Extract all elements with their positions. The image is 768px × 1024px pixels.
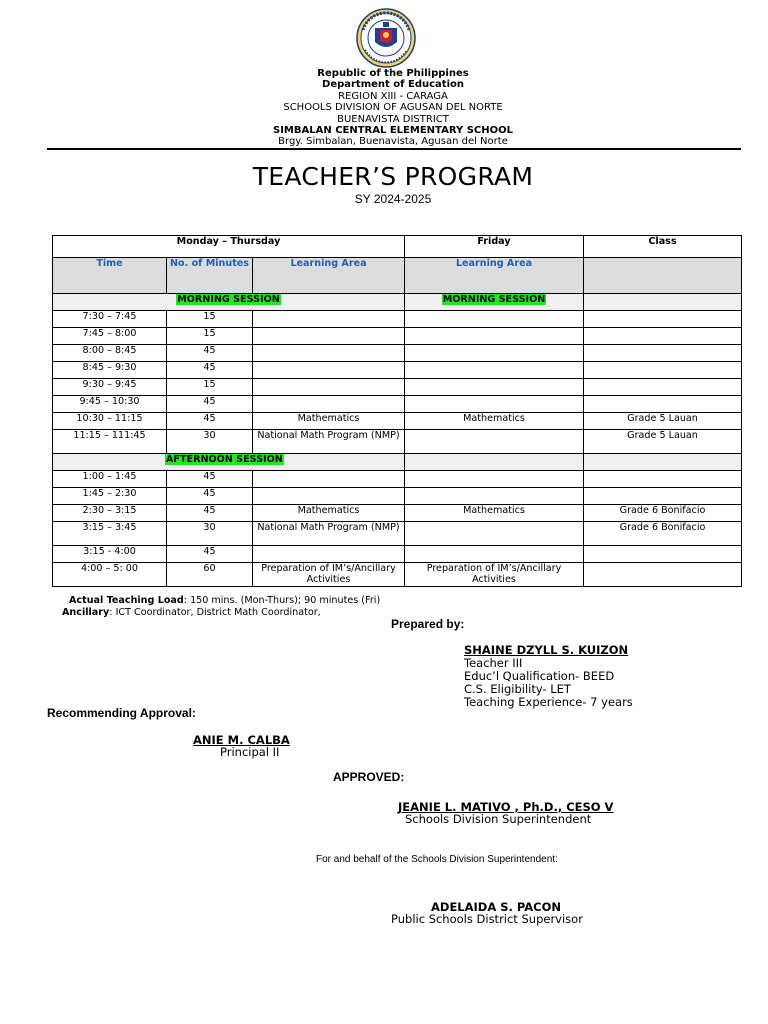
- header-line-division: SCHOOLS DIVISION OF AGUSAN DEL NORTE: [283, 102, 503, 114]
- cell-learning-area: [253, 471, 405, 488]
- school-year: SY 2024-2025: [354, 192, 432, 206]
- cell-class: [584, 362, 742, 379]
- cell-minutes: 45: [167, 505, 253, 522]
- table-column-header-row: [53, 258, 742, 294]
- cell-minutes: 45: [167, 546, 253, 563]
- teaching-load-value: : 150 mins. (Mon-Thurs); 90 minutes (Fri): [183, 595, 381, 606]
- header-class: Class: [584, 236, 742, 258]
- cell-learning-area: Preparation of IM’s/Ancillary Activities: [253, 563, 405, 587]
- cell-minutes: 30: [167, 430, 253, 454]
- header-line-department: Department of Education: [322, 79, 464, 91]
- table-row: [53, 488, 742, 505]
- table-group-header-row: [53, 236, 742, 258]
- cell-learning-area: [253, 311, 405, 328]
- header-line-school: SIMBALAN CENTRAL ELEMENTARY SCHOOL: [273, 125, 513, 137]
- header-line-district: BUENAVISTA DISTRICT: [337, 113, 449, 125]
- cell-friday-area: Mathematics: [405, 413, 584, 430]
- col-header-learning-area: Learning Area: [253, 258, 405, 294]
- cell-learning-area: Mathematics: [253, 413, 405, 430]
- cell-class: [584, 546, 742, 563]
- cell-friday-area: [405, 488, 584, 505]
- prepared-by-label: Prepared by:: [391, 617, 465, 631]
- cell-class: [584, 563, 742, 587]
- cell-learning-area: Mathematics: [253, 505, 405, 522]
- supervisor-name: ADELAIDA S. PACON: [431, 900, 562, 914]
- col-header-time: Time: [53, 258, 167, 294]
- cell-time: 7:45 – 8:00: [53, 328, 167, 345]
- cell-time: 7:30 – 7:45: [53, 311, 167, 328]
- cell-class: Grade 6 Bonifacio: [584, 505, 742, 522]
- ancillary-note: [62, 607, 321, 619]
- cell-class: Grade 5 Lauan: [584, 413, 742, 430]
- table-row: [53, 505, 742, 522]
- morning-session-row: [53, 294, 742, 311]
- cell-minutes: 45: [167, 362, 253, 379]
- cell-learning-area: [253, 362, 405, 379]
- cell-friday-area: [405, 328, 584, 345]
- table-row: [53, 328, 742, 345]
- cell-time: 1:00 – 1:45: [53, 471, 167, 488]
- cell-minutes: 60: [167, 563, 253, 587]
- recommender-position: Principal II: [220, 745, 280, 759]
- morning-session-label: MORNING SESSION: [177, 294, 280, 305]
- cell-friday-area: [405, 546, 584, 563]
- ancillary-label: Ancillary: [62, 607, 110, 618]
- afternoon-session-row: [53, 454, 742, 471]
- supervisor-position: Public Schools District Supervisor: [391, 912, 583, 926]
- cell-minutes: 45: [167, 345, 253, 362]
- approver-position: Schools Division Superintendent: [405, 812, 592, 826]
- cell-time: 9:45 – 10:30: [53, 396, 167, 413]
- table-row: [53, 563, 742, 587]
- cell-time: 4:00 – 5: 00: [53, 563, 167, 587]
- table-row: [53, 413, 742, 430]
- friday-morning-session-label: MORNING SESSION: [442, 294, 546, 305]
- cell-time: 8:00 – 8:45: [53, 345, 167, 362]
- teaching-load-note: [69, 595, 380, 607]
- preparer-eligibility: C.S. Eligibility- LET: [464, 682, 571, 696]
- table-row: [53, 546, 742, 563]
- cell-time: 1:45 – 2:30: [53, 488, 167, 505]
- cell-class: [584, 328, 742, 345]
- header-line-address: Brgy. Simbalan, Buenavista, Agusan del Norte: [278, 136, 508, 148]
- cell-learning-area: [253, 379, 405, 396]
- cell-minutes: 15: [167, 311, 253, 328]
- cell-time: 2:30 – 3:15: [53, 505, 167, 522]
- page-title: TEACHER’S PROGRAM: [252, 162, 534, 191]
- recommender-name: ANIE M. CALBA: [193, 733, 290, 747]
- cell-friday-area: [405, 396, 584, 413]
- afternoon-rows: [53, 471, 742, 587]
- friday-morning-session-label-cell: [405, 294, 584, 311]
- cell-friday-area: [405, 311, 584, 328]
- cell-minutes: 15: [167, 379, 253, 396]
- cell-time: 9:30 – 9:45: [53, 379, 167, 396]
- header-mon-thu: Monday – Thursday: [53, 236, 405, 258]
- cell-class: [584, 345, 742, 362]
- preparer-details: [464, 657, 633, 709]
- header-line-region: REGION XIII - CARAGA: [338, 90, 448, 102]
- cell-class: [584, 311, 742, 328]
- session-blank-cell: [584, 454, 742, 471]
- preparer-position: Teacher III: [464, 656, 523, 670]
- header-block: [0, 68, 768, 148]
- cell-class: [584, 379, 742, 396]
- teaching-load-label: Actual Teaching Load: [69, 595, 184, 606]
- afternoon-session-label-cell: [53, 454, 405, 471]
- table-row: [53, 362, 742, 379]
- cell-learning-area: National Math Program (NMP): [253, 430, 405, 454]
- cell-time: 10:30 – 11:15: [53, 413, 167, 430]
- table-row: [53, 345, 742, 362]
- cell-friday-area: [405, 379, 584, 396]
- cell-minutes: 30: [167, 522, 253, 546]
- header-friday: Friday: [405, 236, 584, 258]
- table-row: [53, 430, 742, 454]
- cell-minutes: 15: [167, 328, 253, 345]
- ancillary-value: : ICT Coordinator, District Math Coordinator,: [109, 607, 321, 618]
- table-row: [53, 522, 742, 546]
- table-row: [53, 311, 742, 328]
- cell-learning-area: [253, 488, 405, 505]
- cell-class: [584, 488, 742, 505]
- cell-minutes: 45: [167, 471, 253, 488]
- cell-learning-area: [253, 396, 405, 413]
- cell-learning-area: [253, 345, 405, 362]
- approved-label: APPROVED:: [333, 770, 405, 784]
- cell-minutes: 45: [167, 413, 253, 430]
- cell-time: 8:45 – 9:30: [53, 362, 167, 379]
- cell-class: Grade 6 Bonifacio: [584, 522, 742, 546]
- table-row: [53, 471, 742, 488]
- cell-time: 11:15 – 111:45: [53, 430, 167, 454]
- morning-session-label-cell: [53, 294, 405, 311]
- preparer-qualification: Educ’l Qualification- BEED: [464, 669, 615, 683]
- col-header-class-blank: [584, 258, 742, 294]
- table-row: [53, 379, 742, 396]
- col-header-minutes: No. of Minutes: [167, 258, 253, 294]
- header-line-republic: Republic of the Philippines: [317, 68, 469, 79]
- friday-afternoon-blank-cell: [405, 454, 584, 471]
- cell-learning-area: [253, 546, 405, 563]
- header-divider: [47, 148, 741, 150]
- col-header-friday-learning-area: Learning Area: [405, 258, 584, 294]
- cell-time: 3:15 – 3:45: [53, 522, 167, 546]
- cell-friday-area: [405, 345, 584, 362]
- cell-class: [584, 396, 742, 413]
- preparer-experience: Teaching Experience- 7 years: [464, 695, 633, 709]
- behalf-note: For and behalf of the Schools Division Superintendent:: [316, 854, 558, 865]
- cell-friday-area: [405, 471, 584, 488]
- morning-rows: [53, 311, 742, 454]
- schedule-table: [52, 235, 742, 587]
- afternoon-session-label: AFTERNOON SESSION: [166, 454, 283, 465]
- table-row: [53, 396, 742, 413]
- deped-seal-logo: [349, 8, 423, 68]
- cell-learning-area: National Math Program (NMP): [253, 522, 405, 546]
- cell-learning-area: [253, 328, 405, 345]
- cell-time: 3:15 - 4:00: [53, 546, 167, 563]
- cell-friday-area: [405, 522, 584, 546]
- preparer-name: SHAINE DZYLL S. KUIZON: [464, 643, 629, 657]
- cell-friday-area: [405, 430, 584, 454]
- cell-friday-area: Mathematics: [405, 505, 584, 522]
- recommending-approval-label: Recommending Approval:: [47, 706, 196, 720]
- cell-friday-area: Preparation of IM’s/Ancillary Activities: [405, 563, 584, 587]
- cell-class: Grade 5 Lauan: [584, 430, 742, 454]
- session-blank-cell: [584, 294, 742, 311]
- cell-minutes: 45: [167, 488, 253, 505]
- approver-name: JEANIE L. MATIVO , Ph.D., CESO V: [398, 800, 614, 814]
- cell-class: [584, 471, 742, 488]
- cell-minutes: 45: [167, 396, 253, 413]
- cell-friday-area: [405, 362, 584, 379]
